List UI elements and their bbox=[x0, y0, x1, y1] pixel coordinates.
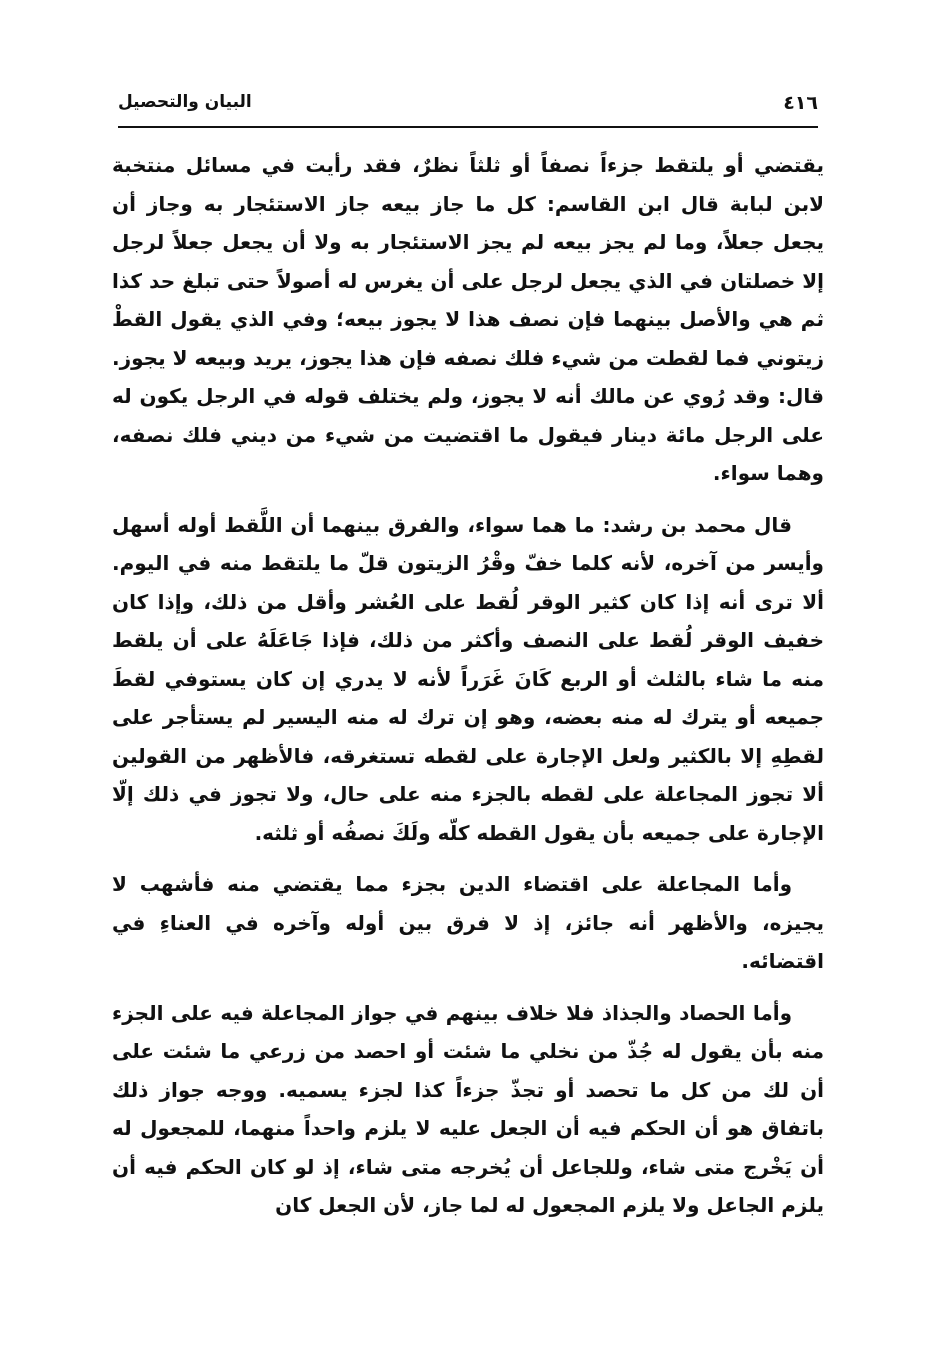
paragraph-4 bbox=[112, 994, 824, 1225]
running-title: البيان والتحصيل bbox=[118, 92, 252, 112]
paragraph-text: وأما المجاعلة على اقتضاء الدين بجزء مما يقتضي منه فأشهب لا يجيزه، والأظهر أنه جائز، إذ لا فرق بين أوله وآخره في العناءِ في اقتضائه. bbox=[112, 872, 824, 973]
paragraph-text: يقتضي أو يلتقط جزءاً نصفاً أو ثلثاً نظرٌ، فقد رأيت في مسائل منتخبة لابن لبابة قال ابن القاسم: كل ما جاز بيعه جاز الاستئجار به وجاز أن يجعل جعلاً، وما لم يجز بيعه لم يجز الاستئجار به ولا أن يجعل جعلاً لرجل إلا خصلتان في الذي يجعل لرجل على أن يغرس له أصولاً حتى تبلغ حد كذا ثم هي والأصل بينهما فإن نصف هذا لا يجوز بيعه؛ وفي الذي يقول القطْ زيتوني فما لقطت من شيء فلك نصفه فإن هذا يجوز، يريد وبيعه لا يجوز. قال: وقد رُوي عن مالك أنه لا يجوز، ولم يختلف قوله في الرجل يكون له على الرجل مائة دينار فيقول ما اقتضيت من شيء من ديني فلك نصفه، وهما سواء. bbox=[112, 153, 824, 485]
paragraph-1 bbox=[112, 146, 824, 493]
page-number: ٤١٦ bbox=[783, 92, 818, 114]
header-rule bbox=[118, 126, 818, 128]
paragraph-3 bbox=[112, 865, 824, 981]
paragraph-2 bbox=[112, 506, 824, 853]
page-body bbox=[112, 146, 824, 1238]
page-header bbox=[118, 92, 818, 128]
paragraph-text: ما هما سواء، والفرق بينهما أن اللَّقط أوله أسهل وأيسر من آخره، لأنه كلما خفّ وقْرُ الزيتون قلّ ما يلتقط منه في اليوم. ألا ترى أنه إذا كان كثير الوقر لُقط على العُشر وأقل من ذلك، وإذا كان خفيف الوقر لُقط على النصف وأكثر من ذلك، فإذا جَاعَلَهُ على أن يلقط منه ما شاء بالثلث أو الربع كَانَ غَرَراً لأنه لا يدري إن كان يستوفي لقطَ جميعه أو يترك له منه بعضه، وهو إن ترك له منه اليسير لم يستأجر على لقطِهِ إلا بالكثير ولعل الإجارة على لقطه تستغرقه، فالأظهر من القولين ألا تجوز المجاعلة على لقطه بالجزء منه على حال، ولا تجوز في ذلك إلّا الإجارة على جميعه بأن يقول القطه كلّه ولَكَ نصفُه أو ثلثه. bbox=[112, 512, 824, 845]
speaker-label: قال محمد بن رشد: bbox=[602, 512, 792, 537]
paragraph-text: وأما الحصاد والجذاذ فلا خلاف بينهم في جواز المجاعلة فيه على الجزء منه بأن يقول له جُذّ من نخلي ما شئت أو احصد من زرعي ما شئت على أن لك من كل ما تحصد أو تجذّ جزءاً كذا لجزء يسميه. ووجه جواز ذلك باتفاق هو أن الحكم فيه أن الجعل عليه لا يلزم واحداً منهما، للمجعول له أن يَخْرج متى شاء، وللجاعل أن يُخرجه متى شاء، إذ لو كان الحكم فيه أن يلزم الجاعل ولا يلزم المجعول له لما جاز، لأن الجعل كان bbox=[112, 1000, 824, 1217]
